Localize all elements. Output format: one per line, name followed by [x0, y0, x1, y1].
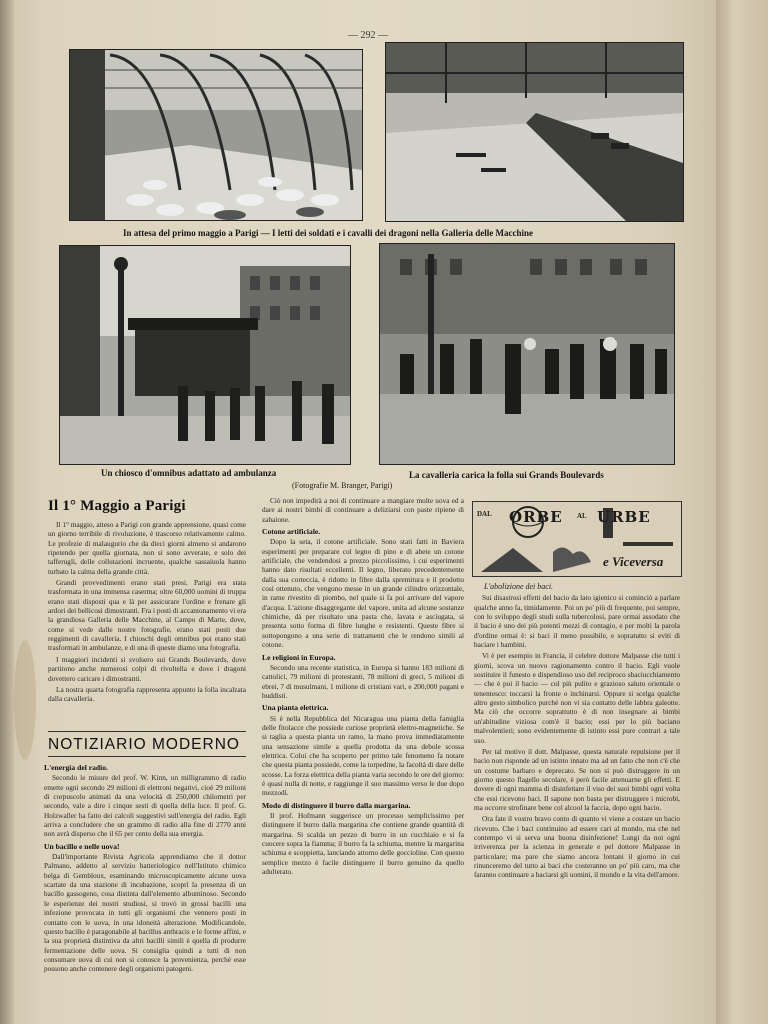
section-rule [48, 756, 246, 757]
masthead-al: AL [577, 512, 587, 520]
notiziario-title: NOTIZIARIO MODERNO [48, 736, 240, 753]
article-title: Il 1° Maggio a Parigi [48, 498, 186, 514]
section-text: Si è nella Repubblica del Nicaragua una pianta della famiglia delle fitolacce che possiede curiose proprietà elettro-magnetiche. Se si taglia a questa pianta un ramo, la mano prova immediatamente una sensazione simile a quella prodotta da una debole scossa elettrica. Colui che ha scoperto per primo tale fenomeno fa notare che questa pianta possiede, come la torpedine, la facoltà di dare delle scosse. La forza elettrica della pianta varia secondo le ore del giorno: è quasi nulla di notte, e raggiunge il suo massimo verso le due dopo mezzodì. [262, 713, 464, 798]
paper-stain [14, 640, 36, 760]
photo-cavalry-charge [379, 243, 675, 465]
right-subtitle: L'abolizione dei baci. [484, 582, 554, 591]
middle-intro: Ciò non impedirà a noi di continuare a mangiare molte uova ed a dare ai nostri bimbi di continuare a deliziarsi con paste ripiene di zabaione. [262, 496, 464, 524]
right-paragraph: Per tal motivo il dott. Malpasse, questa naturale repulsione per il bacio non risponde ad un istinto innato ma ad un fatto che non c'è che un costume barbaro e deprecato. Se non si può distruggere in un giorno questo flagello secolare, è però facile attenuarne gli effetti. E dovere di ogni mamma di disinfettare il viso dei suoi bimbi ogni volta che essi ricevono baci. Il sapone non basta per distruggere i microbi, ma occorre strofinare bene col alcool la faccia, dopo ogni bacio. [474, 746, 680, 812]
caption-bottom-right: La cavalleria carica la folla sui Grands Boulevards [409, 470, 604, 480]
section-heading: Un bacillo e nelle uova! [44, 841, 120, 851]
masthead-dal: DAL [477, 510, 492, 518]
page-number: — 292 — [348, 30, 388, 41]
article-main-body [48, 520, 246, 724]
section-text: Secondo una recente statistica, in Europa si hanno 183 milioni di cattolici, 79 milioni di protestanti, 78 milioni di greci, 5 milioni di ebrei, 7 di musulmani, 1 milione di cristiani vari, e 200,000 pagani e buddisti. [262, 662, 464, 700]
section-heading: Le religioni in Europa. [262, 652, 336, 662]
photo-gallery-beds [69, 49, 363, 221]
right-paragraph: Sui disastrosi effetti del bacio da lato igienico si cominciò a parlare qualche anno fa, timidamente. Poi un po' più di frequente, poi sempre, con lo sviluppo degli studi sulla tubercolosi, pare ormai assodato che il bacio è uno dei più potenti mezzi di contagio, e per molti la parola d'ordine ormai è: si baci il meno possibile, e sopratutto si eviti di baciare i bambini. [474, 593, 680, 650]
section-rule [48, 731, 246, 732]
article-paragraph: La nostra quarta fotografia rappresenta appunto la folla incalzata dalla cavalleria. [48, 684, 246, 704]
section-heading: L'energia del radio. [44, 763, 108, 772]
section-heading: Una pianta elettrica. [262, 703, 329, 713]
dal-orbe-masthead [472, 501, 682, 577]
right-column [474, 580, 680, 1012]
right-paragraph: Ora fate il vostro bravo conto di quanto vi viene a costare un bacio ricevuto. Che i baci continuino ad essere cari al mondo, ma che nel contempo vi si serva una buona disinfezione! Lungi da noi ogni irriverenza per la scienza in generale e pel dottore Malpasse in particolare; ma pare che siamo ancora lontani il giorno in cui rinunceremo del tutto ai baci che costeranno un po' più caro, ma che faranno continuare a baciarsi gli uomini, il mondo e la vita dell'amore. [474, 814, 680, 880]
caption-top: In attesa del primo maggio a Parigi — I letti dei soldati e i cavalli dei dragoni nella Galleria delle Macchine [123, 228, 533, 238]
masthead-script: e Viceversa [603, 554, 664, 569]
article-paragraph: I maggiori incidenti si svolsero sui Grands Boulevards, dove partirono anche numerosi colpi di rivoltella e dove i dragoni dovettero caricare i dimostranti. [48, 654, 246, 683]
photo-credit: (Fotografie M. Branger, Parigi) [292, 481, 393, 490]
masthead-orbe: ORBE [509, 508, 563, 526]
section-text: Il prof. Hofmann suggerisce un processo semplicissimo per distinguere il burro dalla margarina che contiene grande quantità di margarina. Si scalda un pezzo di burro in un cucchiaio e si fa cuocere sopra la fiamma; il burro fa la schiuma, mentre la margarina schiuma e scoppietta, lanciando attorno delle goccioline. Con questo semplice mezzo è facile distinguere il burro genuino da quello adulterato. [262, 811, 464, 877]
caption-bottom-left: Un chiosco d'omnibus adattato ad ambulanza [101, 468, 277, 478]
article-paragraph: Il 1° maggio, atteso a Parigi con grande apprensione, quasi come un giorno terribile di rivoluzione, è trascorso relativamente calmo. Le profezie di malaugurio che da dieci giorni almeno si andarono ripetendo per quella giornata, non si sono avverate, e solo dei tafferugli, delle collutazioni incruente, qualche sassaiuola hanno turbato la calma della grande città. [48, 520, 246, 576]
photo-omnibus-kiosk [59, 245, 351, 465]
section-text: Dall'importante Rivista Agricola apprendiamo che il dottor Palmano, addetto al servizio batteriologico nell'Istituto chimico belga di Gembloux, esaminando microscopicamente alcune uova scartate da una stazione di incubazione, scoprì la presenza di un bacillo gassogeno, cosa distinta dall'elemento albuminoso. Secondo le esperienze dei nostri studiosi, si trovò in grossi bacilli una infezione provocata in tutti gli organismi che vennero posti in contatto con le uova, in una idoneità alterazione. Modificandole, questo bacillo è paragonabile al bacillus anthracis e le forme affini, e la sua proprietà distintiva da altri bacilli simili è quella di produrre fermentazione delle uova. Si consiglia quindi a tutti di non consumare uova di cui non si conosce la provenienza, perché esse possono anche contenere degli organismi patogeni. [44, 852, 246, 974]
masthead-urbe: URBE [597, 508, 651, 526]
section-text: Dopo la seta, il cotone artificiale. Sono stati fatti in Baviera esperimenti per preparare col legno di pino e di abete un cotone artificiale, che vendendosi a prezzo piccolissimo, i cui esperimenti hanno dato risultati eccellenti. Il legno, liberato precedentemente dalla sua corteccia, è ridotto in fibre dalla spremitura e il prodotto così ottenuto, che vengono messe in un grande cilindro orizzontale, in rame rivestito di piombo, nel quale si fa poi arrivare del vapore d'acqua. L'azione disaggregante del vapore, unita ad alcune sostanze chimiche, dà per risultato una pasta che, lavata e asciugata, si presenta sotto forma di fibre lunghe e resistenti. Queste fibre si sottopongono a una serie di trattamenti che le rendono simili al cotone. [262, 537, 464, 650]
section-heading: Modo di distinguere il burro dalla margarina. [262, 800, 411, 810]
page-edge [0, 0, 14, 1024]
notiziario-body [44, 760, 246, 1008]
photo-gallery-horses [385, 42, 684, 222]
section-heading: Cotone artificiale. [262, 527, 321, 537]
article-paragraph: Grandi provvedimenti erano stati presi. Parigi era stata trasformata in una immensa caserma; oltre 60,000 uomini di truppa erano stati disposti qua e là per assicurare l'ordine e frenare gli ardori dei bellicosi dimostranti. Fra i posti di accantonamento vi era la grandiosa Galleria delle Macchine, al Campo di Marte, dove, come si vede dalle nostre fotografie, erano stati posti due reggimenti di cavalleria. I chioschi degli omnibus poi erano stati trasformati in ambulanze, e di una di queste diamo una fotografia. [48, 578, 246, 653]
middle-column [262, 496, 464, 1010]
right-paragraph: Vi è per esempio in Francia, il celebre dottore Malpasse che tutti i giorni, scova un nuovo ragionamento contro il bacio. Egli vuole sostituire il funesto e dispendioso uso del reciproco sbaciucchiamento — che è poi il bacio — col più pulito e grazioso saluto orientale o tenentesco: toccarsi la fronte o inchinarsi. Oppure si scelga qualche altro gesto simbolico purchè non vi sia contatto delle labbra galeotte. Ma ciò che occorre soprattutto è di non insegnare ai bimbi un'abitudine viziosa com'è il bacio; essi per lo più baciano malvolentieri; sono evidentemente di istinto essi pure contrari a tale uso. [474, 651, 680, 745]
next-page-edge [716, 0, 768, 1024]
section-text: Secondo le misure del prof. W. Kinn, un milligrammo di radio emette ogni secondo 29 milioni di elettroni negativi, cioè 29 milioni di corpuscolo animati da una velocità di 250,000 chilometri per secondo, vale a dire i cinque sesti di quella della luce. Il prof. G. Holzwaller ha fatto dei calcoli suggestivi sull'energia del radio. Egli arriva a concludere che un grammo di radio alla fine di 2770 anni non avrà disperso che il 65 per cento della sua energia. [44, 773, 246, 839]
